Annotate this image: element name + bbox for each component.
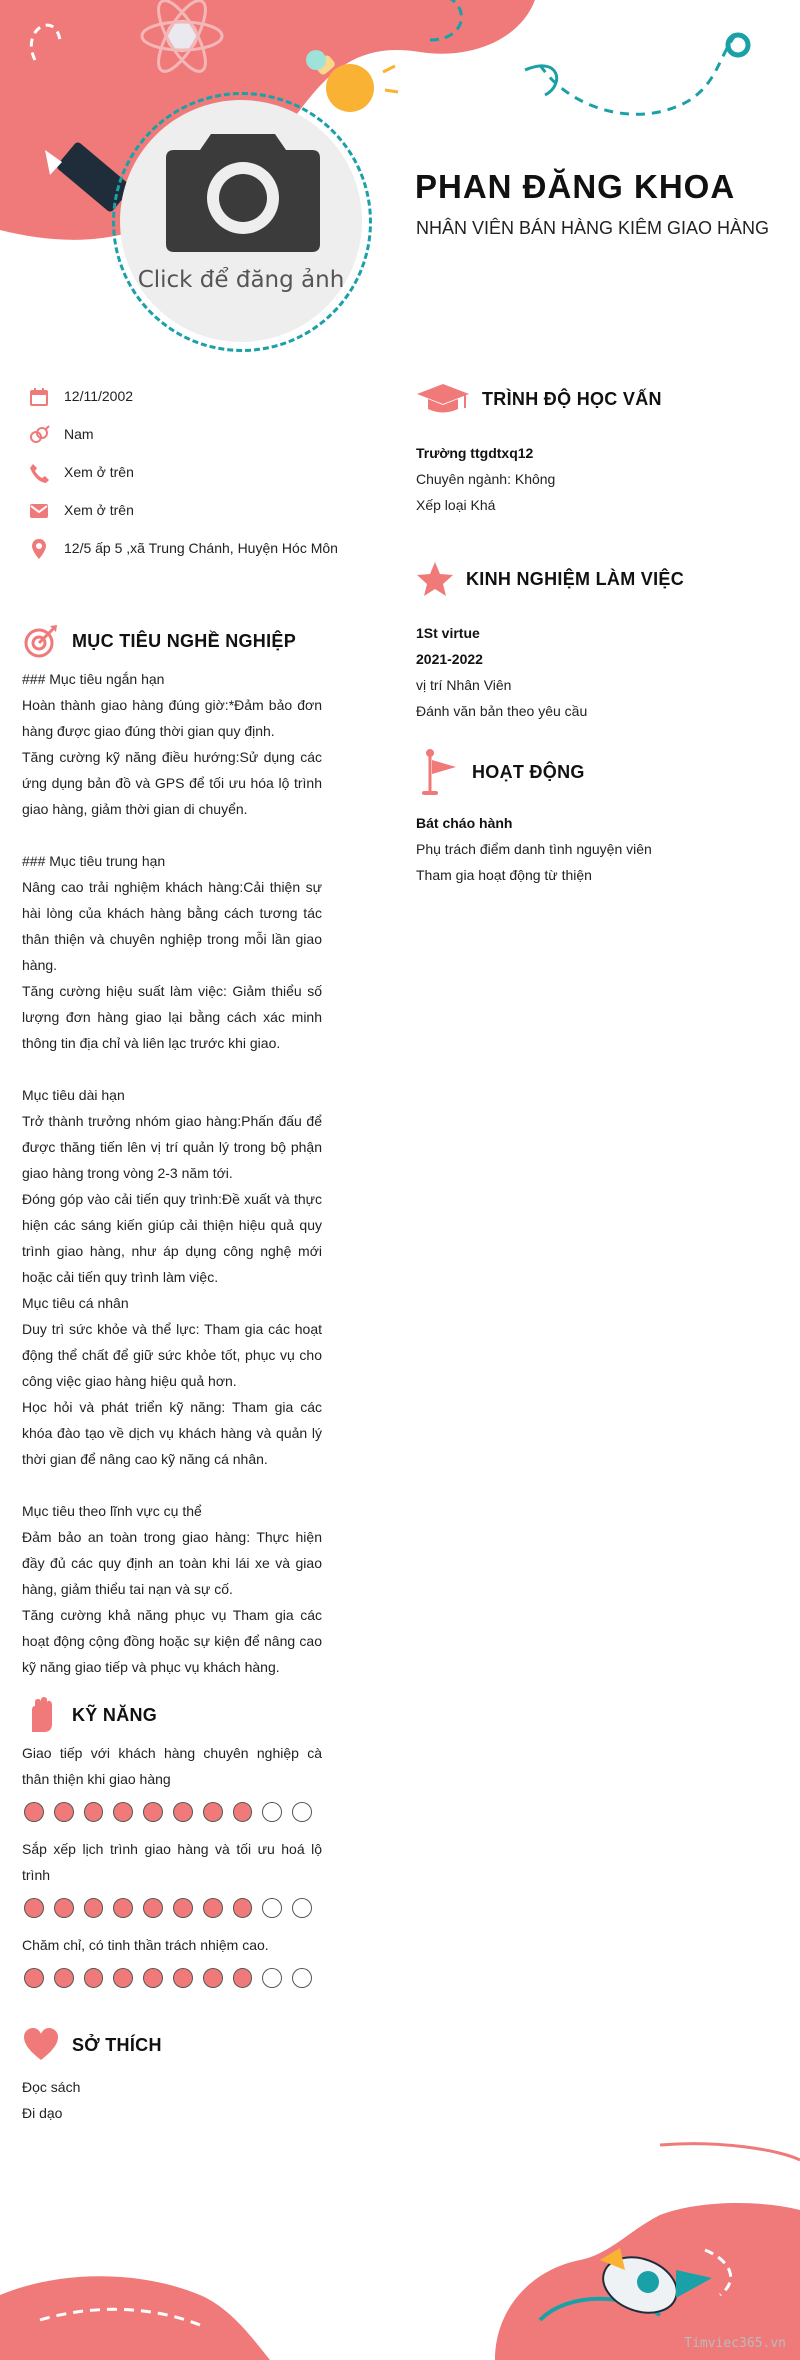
activities-section xyxy=(416,748,776,888)
hobby-item[interactable]: Đọc sách xyxy=(22,2079,81,2095)
skill-rating[interactable] xyxy=(24,1968,322,1988)
rating-dot-filled xyxy=(24,1898,44,1918)
experience-title: KINH NGHIỆM LÀM VIỆC xyxy=(466,568,685,589)
address-value[interactable]: 12/5 ấp 5 ,xã Trung Chánh, Huyện Hóc Môn xyxy=(64,540,338,556)
graduation-rank[interactable]: Xếp loại Khá xyxy=(416,497,496,513)
footer-decoration xyxy=(0,2120,800,2360)
photo-ring xyxy=(112,92,372,352)
contact-info xyxy=(28,385,338,575)
rating-dot-filled xyxy=(84,1898,104,1918)
rating-dot-filled xyxy=(233,1898,253,1918)
profile-photo-upload[interactable] xyxy=(112,92,370,350)
hobbies-heading xyxy=(22,2026,322,2064)
star-icon xyxy=(416,560,454,598)
flag-icon xyxy=(416,748,460,796)
skills-section xyxy=(22,1696,322,2002)
education-heading xyxy=(416,380,776,418)
rating-dot-filled xyxy=(143,1968,163,1988)
contact-email xyxy=(28,499,338,522)
skills-title: KỸ NĂNG xyxy=(72,1704,158,1725)
rating-dot-filled xyxy=(24,1968,44,1988)
rating-dot-filled xyxy=(24,1802,44,1822)
experience-heading xyxy=(416,560,776,598)
contact-address xyxy=(28,537,338,560)
photo-upload-caption[interactable]: Click để đăng ảnh xyxy=(137,267,345,293)
objective-text[interactable]: ### Mục tiêu ngắn hạn Hoàn thành giao hàng đúng giờ:*Đảm bảo đơn hàng được giao đúng thời gian quy định. Tăng cường kỹ năng điều hướng:Sử dụng các ứng dụng bản đồ và GPS để tối ưu hóa lộ trình giao hàng, giảm thời gian di chuyển. ### Mục tiêu trung hạn Nâng cao trải nghiệm khách hàng:Cải thiện sự hài lòng của khách hàng bằng cách tương tác thân thiện và chuyên nghiệp trong mỗi lần giao hàng. Tăng cường hiệu suất làm việc: Giảm thiểu số lượng đơn hàng giao lại bằng cách xác minh thông tin địa chỉ và liên lạc trước khi giao. Mục tiêu dài hạn Trở thành trưởng nhóm giao hàng:Phấn đấu để được thăng tiến lên vị trí quản lý trong bộ phận giao hàng trong vòng 2-3 năm tới. Đóng góp vào cải tiến quy trình:Đề xuất và thực hiện các sáng kiến giúp cải thiện hiệu quả quy trình giao hàng, như áp dụng công nghệ mới hoặc cải tiến quy trình làm việc. Mục tiêu cá nhân Duy trì sức khỏe và thể lực: Tham gia các hoạt động thể chất để giữ sức khỏe tốt, phục vụ cho công việc giao hàng hiệu quả hơn. Học hỏi và phát triển kỹ năng: Tham gia các khóa đào tạo về dịch vụ khách hàng và quản lý thời gian để nâng cao kỹ năng cá nhân. Mục tiêu theo lĩnh vực cụ thể Đảm bảo an toàn trong giao hàng: Thực hiện đầy đủ các quy định an toàn khi lái xe và giao hàng, giảm thiểu tai nạn và sự cố. Tăng cường khả năng phục vụ Tham gia các hoạt động cộng đồng hoặc sự kiện để nâng cao kỹ năng giao tiếp và phục vụ khách hàng. xyxy=(22,671,322,1675)
skill-rating[interactable] xyxy=(24,1898,322,1918)
rating-dot-filled xyxy=(143,1898,163,1918)
rating-dot-filled xyxy=(173,1898,193,1918)
activities-heading xyxy=(416,748,776,796)
objective-heading xyxy=(22,622,322,660)
skill-name[interactable]: Giao tiếp với khách hàng chuyên nghiệp cà thân thiện khi giao hàng xyxy=(22,1745,322,1787)
job-title[interactable]: NHÂN VIÊN BÁN HÀNG KIÊM GIAO HÀNG xyxy=(416,218,770,238)
hobbies-section xyxy=(22,2026,322,2126)
objective-section xyxy=(22,622,322,1680)
email-icon xyxy=(28,500,50,522)
gender-icon xyxy=(28,424,50,446)
watermark: Timviec365.vn xyxy=(684,2336,786,2351)
major[interactable]: Chuyên ngành: Không xyxy=(416,471,556,487)
activities-title: HOẠT ĐỘNG xyxy=(472,761,585,782)
graduation-cap-icon xyxy=(416,380,470,418)
work-period[interactable]: 2021-2022 xyxy=(416,651,483,667)
rating-dot-filled xyxy=(233,1968,253,1988)
rating-dot-empty xyxy=(262,1968,282,1988)
activity-item[interactable]: Tham gia hoạt động từ thiện xyxy=(416,867,592,883)
contact-birthday xyxy=(28,385,338,408)
rating-dot-empty xyxy=(292,1802,312,1822)
rating-dot-filled xyxy=(203,1968,223,1988)
contact-gender xyxy=(28,423,338,446)
rating-dot-empty xyxy=(262,1898,282,1918)
rating-dot-filled xyxy=(203,1802,223,1822)
rating-dot-filled xyxy=(54,1898,74,1918)
objective-title: MỤC TIÊU NGHỀ NGHIỆP xyxy=(72,630,297,651)
rating-dot-filled xyxy=(113,1898,133,1918)
phone-icon xyxy=(28,462,50,484)
hand-icon xyxy=(22,1696,60,1734)
rating-dot-filled xyxy=(84,1968,104,1988)
target-icon xyxy=(22,622,60,660)
hobbies-title: SỞ THÍCH xyxy=(72,2034,162,2055)
skill-rating[interactable] xyxy=(24,1802,322,1822)
email-value[interactable]: Xem ở trên xyxy=(64,502,134,518)
heart-icon xyxy=(22,2026,60,2064)
rating-dot-filled xyxy=(233,1802,253,1822)
activity-org[interactable]: Bát cháo hành xyxy=(416,815,513,831)
rating-dot-filled xyxy=(54,1802,74,1822)
birthday-value[interactable]: 12/11/2002 xyxy=(64,388,134,404)
rating-dot-filled xyxy=(173,1802,193,1822)
education-section xyxy=(416,380,776,518)
calendar-icon xyxy=(28,386,50,408)
experience-section xyxy=(416,560,776,724)
candidate-name[interactable]: PHAN ĐĂNG KHOA xyxy=(415,168,736,205)
gender-value[interactable]: Nam xyxy=(64,426,94,442)
rating-dot-filled xyxy=(84,1802,104,1822)
location-pin-icon xyxy=(28,538,50,560)
skills-list xyxy=(22,1740,322,1988)
skill-name[interactable]: Sắp xếp lịch trình giao hàng và tối ưu hoá lộ trình xyxy=(22,1841,322,1883)
rating-dot-filled xyxy=(173,1968,193,1988)
rating-dot-filled xyxy=(113,1802,133,1822)
work-description[interactable]: Đánh văn bản theo yêu cầu xyxy=(416,703,588,719)
rating-dot-empty xyxy=(262,1802,282,1822)
work-position[interactable]: vị trí Nhân Viên xyxy=(416,677,512,693)
hobbies-list xyxy=(22,2074,322,2126)
company-name[interactable]: 1St virtue xyxy=(416,625,480,641)
phone-value[interactable]: Xem ở trên xyxy=(64,464,134,480)
rating-dot-filled xyxy=(203,1898,223,1918)
rating-dot-filled xyxy=(54,1968,74,1988)
education-title: TRÌNH ĐỘ HỌC VẤN xyxy=(482,388,662,409)
rating-dot-empty xyxy=(292,1898,312,1918)
rating-dot-filled xyxy=(113,1968,133,1988)
activity-item[interactable]: Phụ trách điểm danh tình nguyện viên xyxy=(416,841,652,857)
skill-name[interactable]: Chăm chỉ, có tinh thần trách nhiệm cao. xyxy=(22,1937,269,1953)
rating-dot-filled xyxy=(143,1802,163,1822)
contact-phone xyxy=(28,461,338,484)
rating-dot-empty xyxy=(292,1968,312,1988)
school-name[interactable]: Trường ttgdtxq12 xyxy=(416,445,534,461)
hobby-item[interactable]: Đi dạo xyxy=(22,2105,63,2121)
skills-heading xyxy=(22,1696,322,1734)
